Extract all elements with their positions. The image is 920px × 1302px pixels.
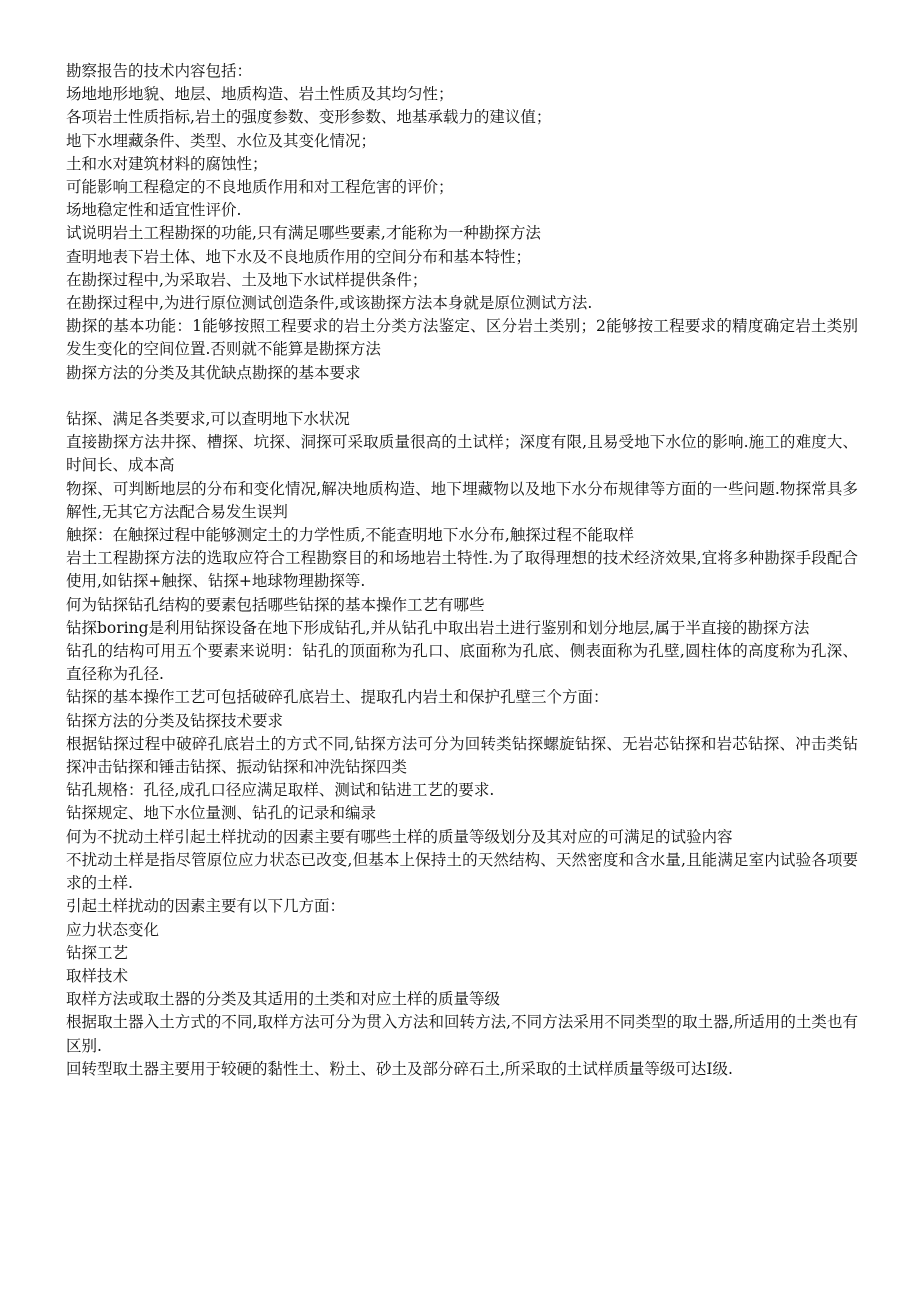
- text-paragraph: 不扰动土样是指尽管原位应力状态已改变,但基本上保持土的天然结构、天然密度和含水量,且能满足室内试验各项要求的土样.: [66, 850, 858, 893]
- text-paragraph: 钻探方法的分类及钻探技术要求: [66, 711, 284, 730]
- text-paragraph: 直接勘探方法井探、槽探、坑探、洞探可采取质量很高的土试样；深度有限,且易受地下水位的影响.施工的难度大、时间长、成本高: [66, 433, 858, 475]
- text-paragraph: 根据钻探过程中破碎孔底岩土的方式不同,钻探方法可分为回转类钻探螺旋钻探、无岩芯钻探和岩芯钻探、冲击类钻探冲击钻探和锤击钻探、振动钻探和冲洗钻探四类: [66, 734, 858, 777]
- text-paragraph: 钻探、满足各类要求,可以查明地下水状况: [66, 410, 350, 429]
- text-paragraph: 地下水埋藏条件、类型、水位及其变化情况；: [66, 131, 377, 150]
- text-paragraph: 钻探工艺: [66, 943, 129, 962]
- text-paragraph: 试说明岩土工程勘探的功能,只有满足哪些要素,才能称为一种勘探方法: [66, 224, 541, 243]
- document-body: [66, 60, 858, 1081]
- text-paragraph: 各项岩土性质指标,岩土的强度参数、变形参数、地基承载力的建议值；: [66, 108, 552, 127]
- text-paragraph: 钻探规定、地下水位量测、钻孔的记录和编录: [66, 804, 377, 823]
- text-paragraph: 勘探的基本功能：1能够按照工程要求的岩土分类方法鉴定、区分岩土类别；2能够按工程要求的精度确定岩土类别发生变化的空间位置.否则就不能算是勘探方法: [66, 317, 858, 359]
- text-paragraph: 何为不扰动土样引起土样扰动的因素主要有哪些土样的质量等级划分及其对应的可满足的试验内容: [66, 827, 733, 846]
- text-paragraph: 钻孔的结构可用五个要素来说明：钻孔的顶面称为孔口、底面称为孔底、侧表面称为孔壁,圆柱体的高度称为孔深、直径称为孔径.: [66, 642, 858, 684]
- text-paragraph: 引起土样扰动的因素主要有以下几方面：: [66, 897, 346, 916]
- text-paragraph: 钻孔规格：孔径,成孔口径应满足取样、测试和钻进工艺的要求.: [66, 781, 495, 800]
- text-paragraph: 触探：在触探过程中能够测定土的力学性质,不能查明地下水分布,触探过程不能取样: [66, 526, 634, 545]
- text-paragraph: 勘察报告的技术内容包括：: [66, 62, 253, 80]
- text-paragraph: 查明地表下岩土体、地下水及不良地质作用的空间分布和基本特性；: [66, 247, 532, 266]
- text-paragraph: 在勘探过程中,为采取岩、土及地下水试样提供条件；: [66, 270, 428, 289]
- text-paragraph: 回转型取土器主要用于较硬的黏性土、粉土、砂土及部分碎石土,所采取的土试样质量等级可达Ⅰ级.: [66, 1059, 733, 1078]
- blank-line: [66, 385, 858, 408]
- text-paragraph: 钻探boring是利用钻探设备在地下形成钻孔,并从钻孔中取出岩土进行鉴别和划分地层,属于半直接的勘探方法: [66, 618, 810, 637]
- text-paragraph: 可能影响工程稳定的不良地质作用和对工程危害的评价；: [66, 178, 454, 197]
- text-paragraph: 土和水对建筑材料的腐蚀性；: [66, 154, 268, 173]
- text-paragraph: 钻探的基本操作工艺可包括破碎孔底岩土、提取孔内岩土和保护孔壁三个方面：: [66, 688, 609, 707]
- text-paragraph: 在勘探过程中,为进行原位测试创造条件,或该勘探方法本身就是原位测试方法.: [66, 294, 593, 313]
- text-paragraph: 场地地形地貌、地层、地质构造、岩土性质及其均匀性；: [66, 85, 454, 104]
- text-paragraph: 勘探方法的分类及其优缺点勘探的基本要求: [66, 363, 361, 382]
- text-paragraph: 场地稳定性和适宜性评价.: [66, 201, 242, 220]
- text-paragraph: 取样方法或取土器的分类及其适用的土类和对应土样的质量等级: [66, 990, 501, 1009]
- text-paragraph: 物探、可判断地层的分布和变化情况,解决地质构造、地下埋藏物以及地下水分布规律等方面的一些问题.物探常具多解性,无其它方法配合易发生误判: [66, 479, 858, 521]
- text-paragraph: 应力状态变化: [66, 920, 160, 939]
- text-paragraph: 取样技术: [66, 966, 129, 985]
- text-paragraph: 根据取土器入土方式的不同,取样方法可分为贯入方法和回转方法,不同方法采用不同类型的取土器,所适用的土类也有区别.: [66, 1013, 858, 1055]
- text-paragraph: 岩土工程勘探方法的选取应符合工程勘察目的和场地岩土特性.为了取得理想的技术经济效果,宜将多种勘探手段配合使用,如钻探+触探、钻探+地球物理勘探等.: [66, 549, 858, 591]
- text-paragraph: 何为钻探钻孔结构的要素包括哪些钻探的基本操作工艺有哪些: [66, 595, 485, 614]
